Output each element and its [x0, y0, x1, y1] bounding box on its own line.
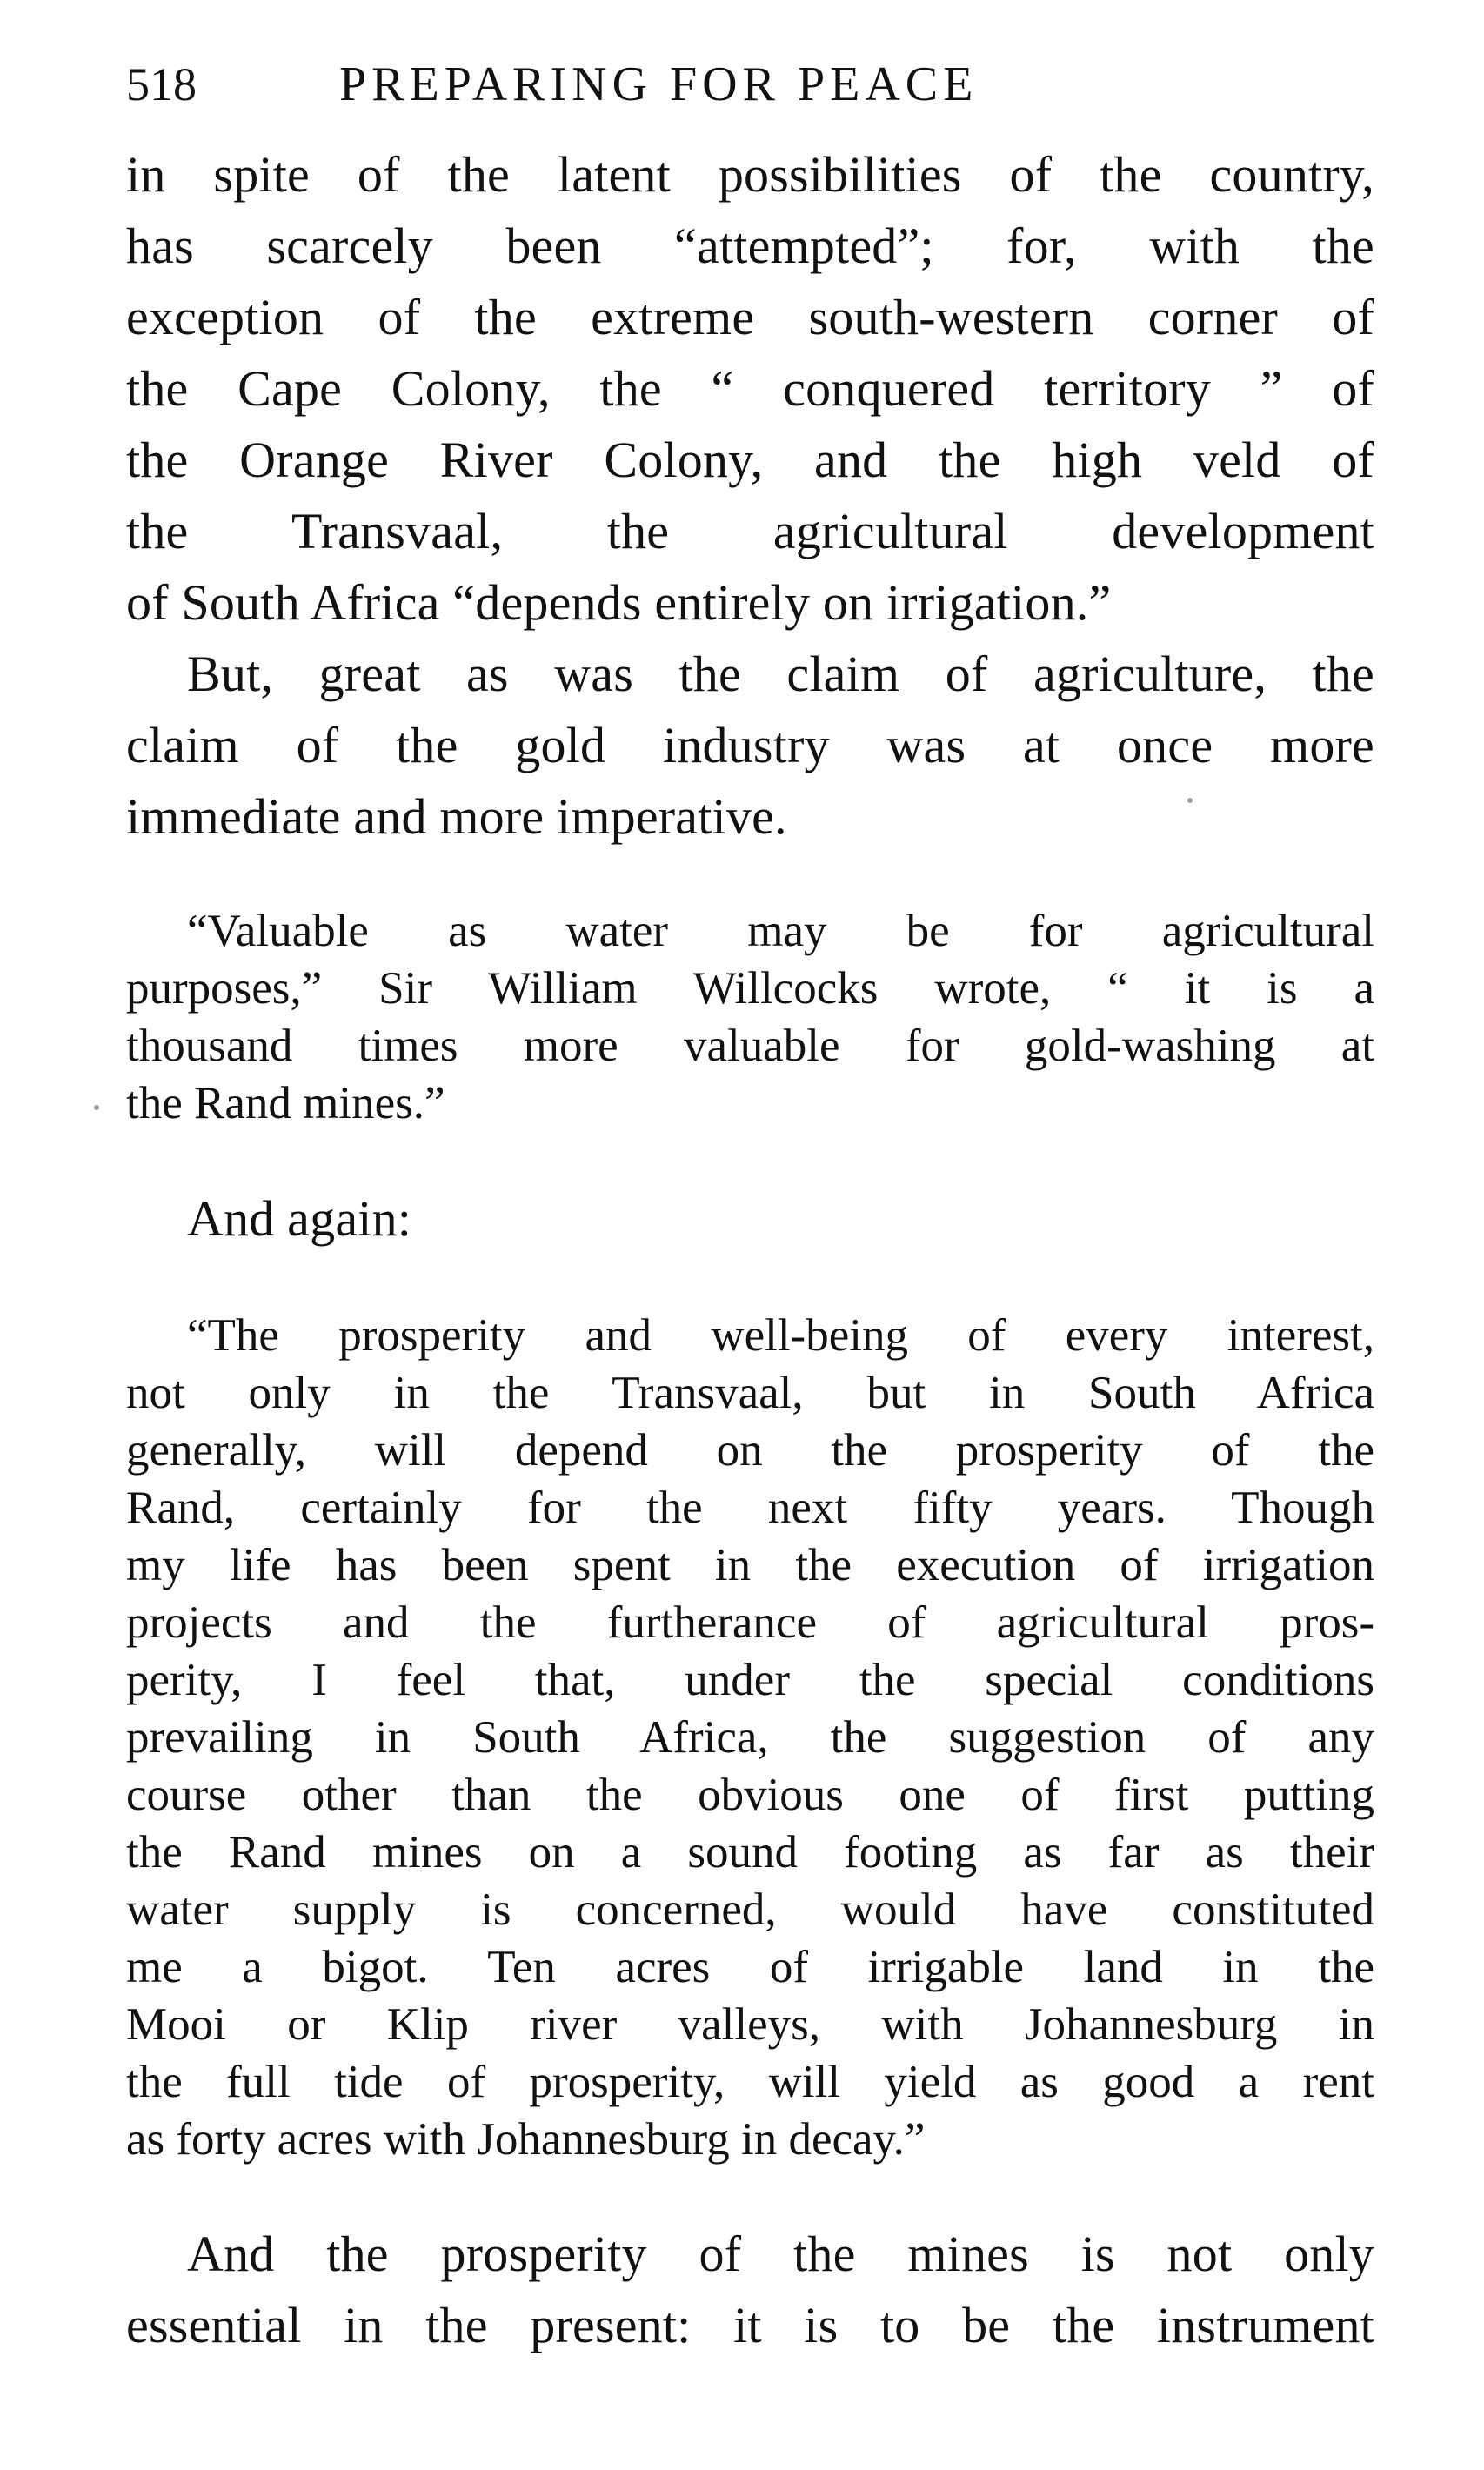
- text-line: And again:: [187, 1190, 412, 1247]
- paragraph-2: [126, 639, 1374, 853]
- quote-line: me a bigot. Ten acres of irrigable land in the: [126, 1942, 1374, 1992]
- running-head: [126, 45, 1361, 124]
- quote-line: thousand times more valuable for gold-washing at: [126, 1021, 1374, 1071]
- quote-2: [126, 1307, 1374, 2168]
- quote-line: water supply is concerned, would have constituted: [126, 1884, 1374, 1935]
- quote-line: projects and the furtherance of agricultural pros-: [126, 1597, 1374, 1648]
- quote-line: as forty acres with Johannesburg in decay.”: [126, 2114, 926, 2165]
- text-line: the Orange River Colony, and the high veld of: [126, 432, 1374, 488]
- connector-paragraph: [126, 1183, 1374, 1255]
- text-line: immediate and more imperative.: [126, 788, 787, 845]
- print-speck: [94, 1105, 99, 1110]
- quote-line: the Rand mines on a sound footing as far as their: [126, 1827, 1374, 1878]
- quote-line: purposes,” Sir William Willcocks wrote, “ it is a: [126, 963, 1374, 1014]
- text-line: has scarcely been “attempted”; for, with the: [126, 218, 1374, 274]
- quote-line: course other than the obvious one of first putting: [126, 1770, 1374, 1820]
- text-line: essential in the present: it is to be the instrument: [126, 2297, 1374, 2353]
- quote-line: “The prosperity and well-being of every interest,: [187, 1310, 1374, 1361]
- quote-line: prevailing in South Africa, the suggestion of any: [126, 1712, 1374, 1763]
- text-line: But, great as was the claim of agriculture, the: [187, 646, 1374, 702]
- quote-line: the Rand mines.”: [126, 1078, 445, 1128]
- quote-1: [126, 902, 1374, 1132]
- quote-line: not only in the Transvaal, but in South Africa: [126, 1368, 1374, 1418]
- quote-line: Rand, certainly for the next fifty years. Though: [126, 1483, 1374, 1533]
- quote-line: Mooi or Klip river valleys, with Johannesburg in: [126, 1999, 1374, 2050]
- text-line: in spite of the latent possibilities of the country,: [126, 146, 1374, 203]
- paragraph-3: [126, 2219, 1374, 2361]
- quote-line: perity, I feel that, under the special conditions: [126, 1655, 1374, 1705]
- text-line: And the prosperity of the mines is not only: [187, 2226, 1374, 2282]
- paragraph-1: [126, 139, 1374, 639]
- page-number: 518: [126, 58, 197, 110]
- quote-line: “Valuable as water may be for agricultural: [187, 906, 1374, 956]
- text-line: the Transvaal, the agricultural development: [126, 503, 1374, 559]
- text-line: the Cape Colony, the “ conquered territory ” of: [126, 360, 1374, 417]
- text-line: of South Africa “depends entirely on irrigation.”: [126, 574, 1112, 631]
- running-title: PREPARING FOR PEACE: [339, 57, 979, 111]
- text-line: claim of the gold industry was at once more: [126, 717, 1374, 773]
- print-speck: [1187, 798, 1193, 803]
- text-line: exception of the extreme south-western corner of: [126, 289, 1374, 345]
- quote-line: my life has been spent in the execution of irrigation: [126, 1540, 1374, 1590]
- quote-line: the full tide of prosperity, will yield as good a rent: [126, 2057, 1374, 2107]
- quote-line: generally, will depend on the prosperity of the: [126, 1425, 1374, 1476]
